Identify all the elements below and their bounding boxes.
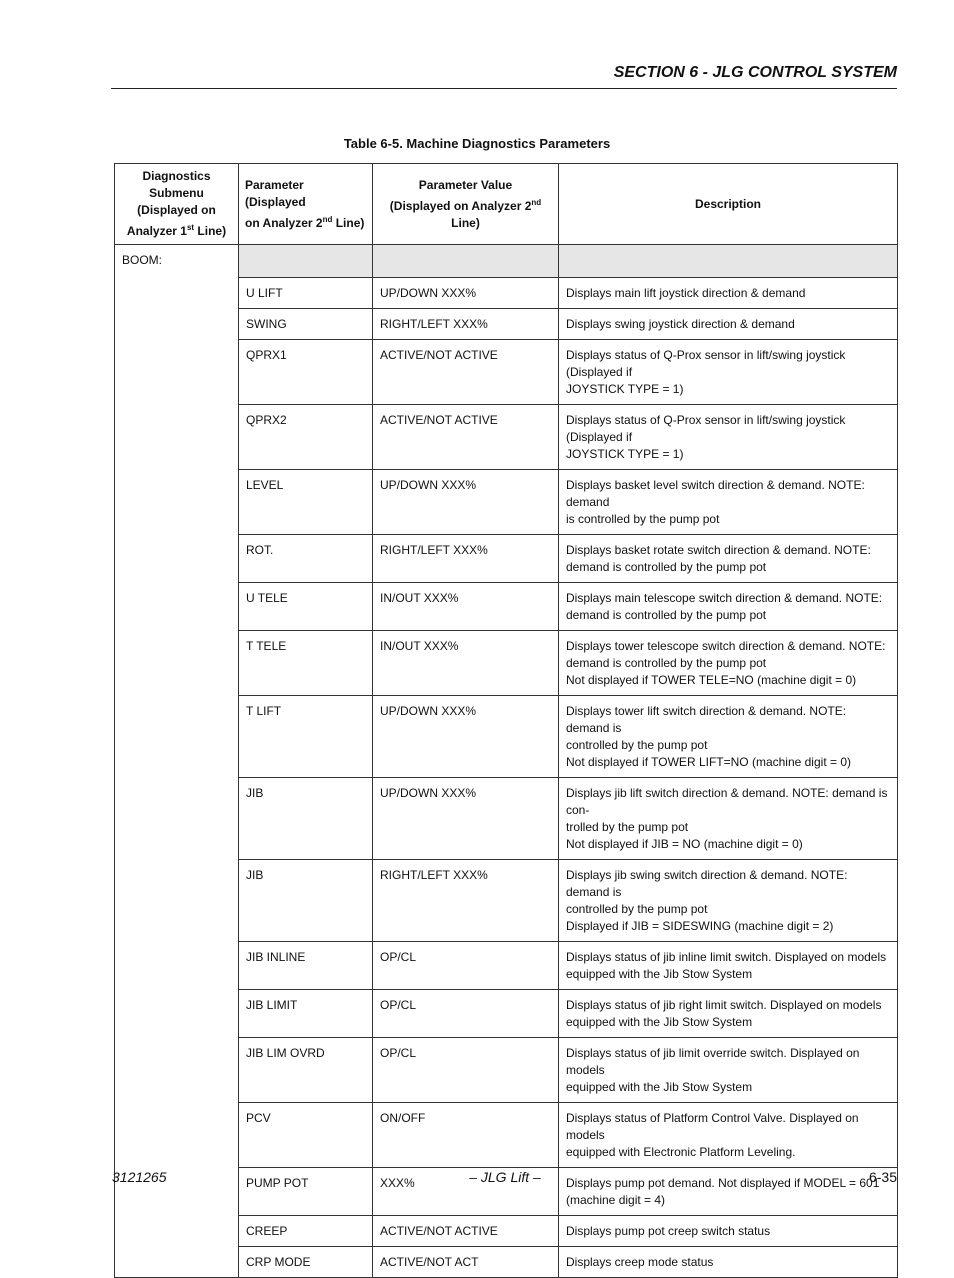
description-line: Displays status of Q-Prox sensor in lift/swing joystick (Displayed if — [566, 413, 846, 444]
gray-cell — [559, 245, 898, 278]
parameter-cell: JIB — [239, 860, 373, 942]
description-cell — [559, 860, 898, 942]
value-cell: UP/DOWN XXX% — [373, 696, 559, 778]
description-line: demand is controlled by the pump pot — [566, 656, 767, 670]
description-line: Displays tower telescope switch direction & demand. NOTE: — [566, 639, 886, 653]
description-cell — [559, 278, 898, 309]
parameter-cell: QPRX1 — [239, 340, 373, 405]
parameter-cell: T TELE — [239, 631, 373, 696]
gray-cell — [239, 245, 373, 278]
value-cell: RIGHT/LEFT XXX% — [373, 309, 559, 340]
description-line: JOYSTICK TYPE = 1) — [566, 447, 684, 461]
diagnostics-table — [114, 163, 898, 1278]
value-cell: RIGHT/LEFT XXX% — [373, 860, 559, 942]
parameter-cell: QPRX2 — [239, 405, 373, 470]
description-line: equipped with the Jib Stow System — [566, 1015, 753, 1029]
value-cell: ACTIVE/NOT ACT — [373, 1247, 559, 1278]
description-line: Displays status of jib right limit switch. Displayed on models — [566, 998, 882, 1012]
value-cell: IN/OUT XXX% — [373, 631, 559, 696]
description-cell — [559, 340, 898, 405]
description-line: demand is controlled by the pump pot — [566, 608, 767, 622]
description-line: trolled by the pump pot — [566, 820, 689, 834]
description-cell — [559, 1216, 898, 1247]
description-cell — [559, 535, 898, 583]
parameter-cell: CRP MODE — [239, 1247, 373, 1278]
parameter-cell: PUMP POT — [239, 1168, 373, 1216]
value-cell: UP/DOWN XXX% — [373, 470, 559, 535]
description-line: Displays status of Platform Control Valve. Displayed on models — [566, 1111, 859, 1142]
description-line: Displays pump pot creep switch status — [566, 1224, 771, 1238]
description-line: Displays tower lift switch direction & demand. NOTE: demand is — [566, 704, 847, 735]
description-line: equipped with the Jib Stow System — [566, 1080, 753, 1094]
parameter-cell: ROT. — [239, 535, 373, 583]
description-line: (machine digit = 4) — [566, 1193, 666, 1207]
description-line: Displays jib swing switch direction & demand. NOTE: demand is — [566, 868, 848, 899]
header-diagnostics-submenu: Diagnostics Submenu (Displayed on Analyzer 1st Line) — [115, 164, 239, 245]
value-cell: ACTIVE/NOT ACTIVE — [373, 340, 559, 405]
description-cell — [559, 405, 898, 470]
value-cell: OP/CL — [373, 942, 559, 990]
description-cell — [559, 990, 898, 1038]
description-line: is controlled by the pump pot — [566, 512, 720, 526]
table-title: Table 6-5. Machine Diagnostics Parameters — [343, 136, 611, 151]
doc-number: 3121265 — [112, 1169, 167, 1185]
description-line: demand is controlled by the pump pot — [566, 560, 767, 574]
value-cell: UP/DOWN XXX% — [373, 278, 559, 309]
parameter-cell: U TELE — [239, 583, 373, 631]
parameter-cell: PCV — [239, 1103, 373, 1168]
parameter-cell: JIB — [239, 778, 373, 860]
description-line: Displays swing joystick direction & demand — [566, 317, 795, 331]
table-header-row — [115, 164, 898, 245]
description-line: Displays jib lift switch direction & demand. NOTE: demand is con- — [566, 786, 888, 817]
description-line: Not displayed if TOWER TELE=NO (machine digit = 0) — [566, 673, 857, 687]
description-cell — [559, 583, 898, 631]
description-cell — [559, 631, 898, 696]
page-number: 6-35 — [868, 1169, 897, 1185]
section-header: SECTION 6 - JLG CONTROL SYSTEM — [613, 64, 897, 81]
description-line: Not displayed if JIB = NO (machine digit = 0) — [566, 837, 803, 851]
description-cell — [559, 1103, 898, 1168]
parameter-cell: SWING — [239, 309, 373, 340]
value-cell: OP/CL — [373, 1038, 559, 1103]
gray-cell — [373, 245, 559, 278]
description-line: Displays basket rotate switch direction & demand. NOTE: — [566, 543, 871, 557]
value-cell: ON/OFF — [373, 1103, 559, 1168]
description-line: JOYSTICK TYPE = 1) — [566, 382, 684, 396]
parameter-cell: U LIFT — [239, 278, 373, 309]
parameter-cell: T LIFT — [239, 696, 373, 778]
submenu-cell: BOOM: — [115, 245, 239, 1278]
parameter-cell: CREEP — [239, 1216, 373, 1247]
footer-brand: – JLG Lift – — [469, 1169, 541, 1185]
parameter-cell: JIB LIMIT — [239, 990, 373, 1038]
parameter-cell: JIB INLINE — [239, 942, 373, 990]
description-cell — [559, 696, 898, 778]
description-cell — [559, 470, 898, 535]
parameter-cell: JIB LIM OVRD — [239, 1038, 373, 1103]
value-cell: UP/DOWN XXX% — [373, 778, 559, 860]
value-cell: ACTIVE/NOT ACTIVE — [373, 405, 559, 470]
description-cell — [559, 1038, 898, 1103]
description-line: controlled by the pump pot — [566, 902, 708, 916]
description-line: Displays status of jib inline limit switch. Displayed on models — [566, 950, 887, 964]
description-cell — [559, 942, 898, 990]
description-cell — [559, 309, 898, 340]
description-line: Displayed if JIB = SIDESWING (machine digit = 2) — [566, 919, 834, 933]
value-cell: IN/OUT XXX% — [373, 583, 559, 631]
submenu-row — [115, 245, 898, 278]
header-rule — [111, 88, 897, 89]
description-cell — [559, 778, 898, 860]
description-line: Displays pump pot demand. Not displayed if MODEL = 601 — [566, 1176, 880, 1190]
description-line: Displays basket level switch direction & demand. NOTE: demand — [566, 478, 865, 509]
header-description: Description — [559, 164, 898, 245]
description-line: Displays status of jib limit override switch. Displayed on models — [566, 1046, 860, 1077]
header-parameter: Parameter (Displayed on Analyzer 2nd Line) — [239, 164, 373, 245]
value-cell: RIGHT/LEFT XXX% — [373, 535, 559, 583]
header-parameter-value: Parameter Value (Displayed on Analyzer 2nd Line) — [373, 164, 559, 245]
description-cell — [559, 1247, 898, 1278]
description-line: controlled by the pump pot — [566, 738, 708, 752]
description-line: equipped with the Jib Stow System — [566, 967, 753, 981]
description-line: Displays main lift joystick direction & demand — [566, 286, 806, 300]
description-line: Displays main telescope switch direction & demand. NOTE: — [566, 591, 883, 605]
description-line: equipped with Electronic Platform Leveling. — [566, 1145, 796, 1159]
parameter-cell: LEVEL — [239, 470, 373, 535]
description-line: Displays creep mode status — [566, 1255, 714, 1269]
value-cell: OP/CL — [373, 990, 559, 1038]
description-line: Not displayed if TOWER LIFT=NO (machine digit = 0) — [566, 755, 851, 769]
value-cell: ACTIVE/NOT ACTIVE — [373, 1216, 559, 1247]
value-cell: XXX% — [373, 1168, 559, 1216]
description-line: Displays status of Q-Prox sensor in lift/swing joystick (Displayed if — [566, 348, 846, 379]
